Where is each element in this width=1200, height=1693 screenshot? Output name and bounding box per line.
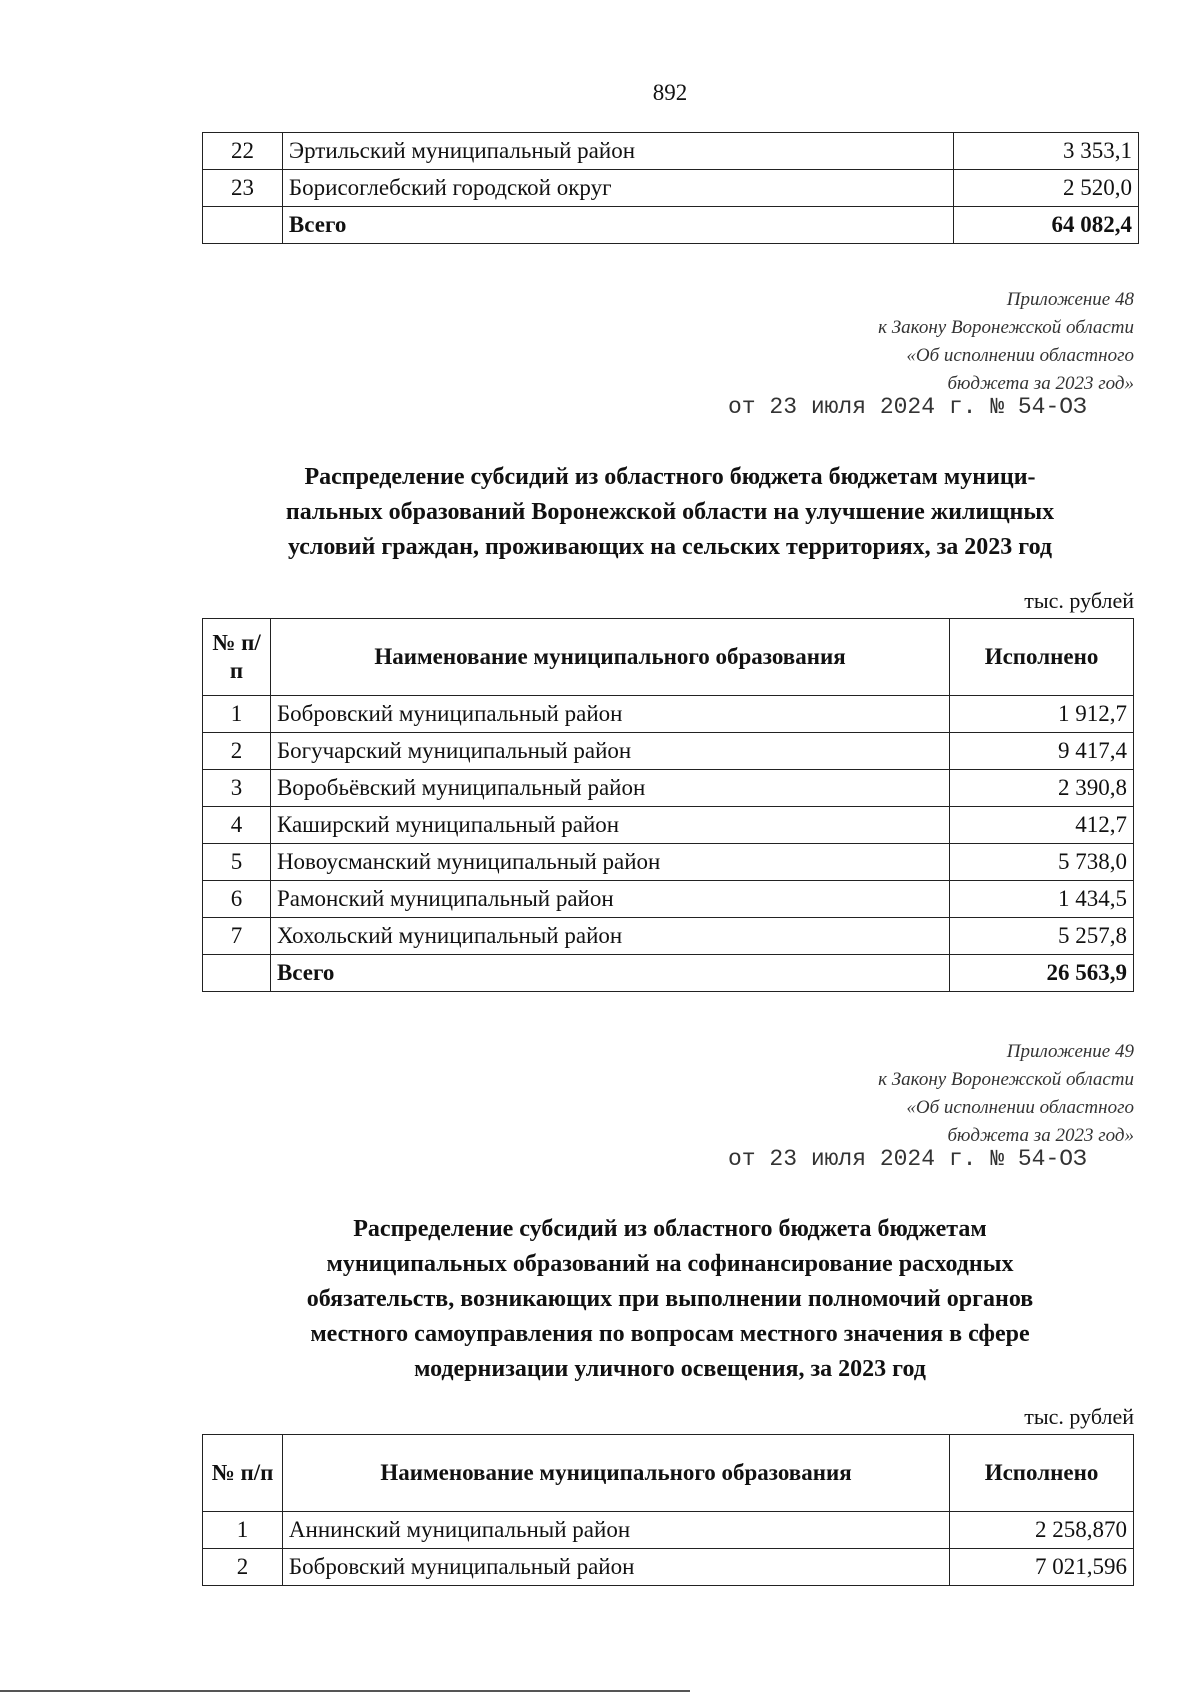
row-number: 1 — [203, 696, 271, 733]
table-header-row — [203, 1435, 1134, 1512]
row-number: 4 — [203, 807, 271, 844]
title-line: обязательств, возникающих при выполнении полномочий органов — [306, 1286, 1034, 1312]
municipality-name: Аннинский муниципальный район — [282, 1512, 949, 1549]
row-number: 7 — [203, 918, 271, 955]
table-row — [203, 170, 1139, 207]
empty-cell — [203, 207, 283, 244]
title-line: местного самоуправления по вопросам местного значения в сфере — [310, 1321, 1030, 1347]
header-number: № п/п — [203, 619, 271, 696]
header-name: Наименование муниципального образования — [282, 1435, 949, 1512]
title-line: муниципальных образований на софинансирование расходных — [326, 1251, 1014, 1277]
appendix-law-title-cont: бюджета за 2023 год» — [947, 1125, 1134, 1146]
section-49-title — [150, 1212, 1190, 1387]
amount-cell: 3 353,1 — [954, 133, 1139, 170]
units-label: тыс. рублей — [1024, 588, 1134, 613]
total-value: 26 563,9 — [950, 955, 1134, 992]
appendix-49-header — [878, 1038, 1134, 1150]
row-number: 23 — [203, 170, 283, 207]
municipality-name: Воробьёвский муниципальный район — [270, 770, 949, 807]
title-line: условий граждан, проживающих на сельских территориях, за 2023 год — [287, 534, 1053, 560]
title-line: Распределение субсидий из областного бюджета бюджетам — [353, 1216, 987, 1242]
table-row — [203, 881, 1134, 918]
title-line: пальных образований Воронежской области на улучшение жилищных — [285, 499, 1055, 525]
appendix-48-header — [878, 286, 1134, 398]
table-row — [203, 770, 1134, 807]
row-number: 6 — [203, 881, 271, 918]
municipality-name: Борисоглебский городской округ — [282, 170, 953, 207]
municipality-name: Эртильский муниципальный район — [282, 133, 953, 170]
row-number: 3 — [203, 770, 271, 807]
amount-cell: 412,7 — [950, 807, 1134, 844]
subsidy-table-48 — [202, 618, 1134, 992]
law-date-stamp: от 23 июля 2024 г. № 54-ОЗ — [728, 394, 1087, 420]
appendix-law-title-cont: бюджета за 2023 год» — [947, 373, 1134, 394]
title-line: модернизации уличного освещения, за 2023 год — [414, 1356, 926, 1382]
header-number: № п/п — [203, 1435, 283, 1512]
total-value: 64 082,4 — [954, 207, 1139, 244]
empty-cell — [203, 955, 271, 992]
table-row — [203, 133, 1139, 170]
municipality-name: Рамонский муниципальный район — [270, 881, 949, 918]
appendix-law-title: «Об исполнении областного — [906, 345, 1134, 366]
amount-cell: 2 258,870 — [950, 1512, 1134, 1549]
header-value: Исполнено — [950, 619, 1134, 696]
total-label: Всего — [270, 955, 949, 992]
amount-cell: 9 417,4 — [950, 733, 1134, 770]
table-row — [203, 807, 1134, 844]
subsidy-table-49 — [202, 1434, 1134, 1586]
amount-cell: 1 434,5 — [950, 881, 1134, 918]
appendix-law: к Закону Воронежской области — [878, 317, 1134, 338]
section-48-title — [150, 460, 1190, 565]
title-line: Распределение субсидий из областного бюджета бюджетам муници- — [304, 464, 1036, 490]
amount-cell: 5 738,0 — [950, 844, 1134, 881]
table-row — [203, 844, 1134, 881]
row-number: 2 — [203, 733, 271, 770]
municipality-name: Каширский муниципальный район — [270, 807, 949, 844]
continuation-table — [202, 132, 1139, 244]
total-row — [203, 955, 1134, 992]
municipality-name: Бобровский муниципальный район — [282, 1549, 949, 1586]
amount-cell: 2 390,8 — [950, 770, 1134, 807]
page-number: 892 — [652, 80, 688, 105]
table-row — [203, 733, 1134, 770]
amount-cell: 7 021,596 — [950, 1549, 1134, 1586]
row-number: 1 — [203, 1512, 283, 1549]
table-row — [203, 918, 1134, 955]
table-header-row — [203, 619, 1134, 696]
municipality-name: Богучарский муниципальный район — [270, 733, 949, 770]
bottom-divider — [0, 1690, 690, 1692]
table-row — [203, 1512, 1134, 1549]
amount-cell: 2 520,0 — [954, 170, 1139, 207]
table-row — [203, 696, 1134, 733]
appendix-law-title: «Об исполнении областного — [906, 1097, 1134, 1118]
total-row — [203, 207, 1139, 244]
municipality-name: Новоусманский муниципальный район — [270, 844, 949, 881]
total-label: Всего — [282, 207, 953, 244]
amount-cell: 1 912,7 — [950, 696, 1134, 733]
row-number: 2 — [203, 1549, 283, 1586]
header-value: Исполнено — [950, 1435, 1134, 1512]
row-number: 22 — [203, 133, 283, 170]
amount-cell: 5 257,8 — [950, 918, 1134, 955]
header-name: Наименование муниципального образования — [270, 619, 949, 696]
appendix-law: к Закону Воронежской области — [878, 1069, 1134, 1090]
law-date-stamp: от 23 июля 2024 г. № 54-ОЗ — [728, 1146, 1087, 1172]
units-label: тыс. рублей — [1024, 1404, 1134, 1429]
row-number: 5 — [203, 844, 271, 881]
appendix-number: Приложение 48 — [1006, 289, 1134, 310]
table-row — [203, 1549, 1134, 1586]
municipality-name: Бобровский муниципальный район — [270, 696, 949, 733]
municipality-name: Хохольский муниципальный район — [270, 918, 949, 955]
appendix-number: Приложение 49 — [1006, 1041, 1134, 1062]
